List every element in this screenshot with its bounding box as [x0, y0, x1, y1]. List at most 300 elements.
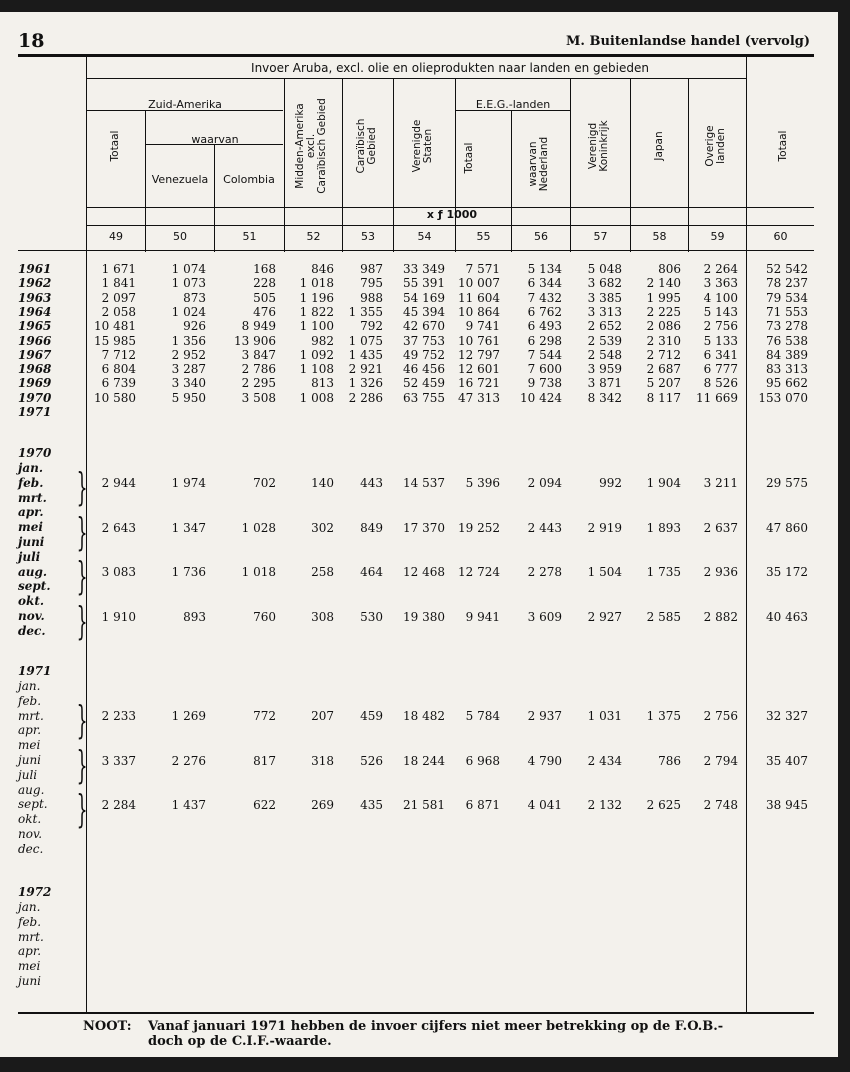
quarter-cell-1970: 2 936 [703, 565, 738, 580]
annual-cell: 7 432 [527, 290, 562, 305]
quarter-cell-1970: 2 585 [646, 609, 681, 624]
annual-cell: 792 [360, 319, 383, 334]
annual-cell: 33 349 [403, 262, 445, 276]
month-1970-10: nov. [18, 609, 45, 623]
column-number-58: 58 [652, 230, 667, 243]
quarter-cell-1971: 817 [253, 753, 276, 768]
quarter-brace-1970: } [76, 465, 88, 509]
verenigde-staten-heading: Verenigde Staten [411, 119, 434, 173]
quarter-cell-1970: 12 468 [403, 565, 445, 580]
annual-cell: 11 604 [458, 290, 500, 305]
quarter-cell-1970: 3 083 [101, 565, 136, 580]
colombia-heading: Colombia [223, 173, 275, 186]
quarter-cell-1970: 464 [360, 565, 383, 580]
block-1972-year: 1972 [18, 885, 52, 899]
year-label-1971: 1971 [18, 405, 52, 419]
annual-cell: 10 424 [520, 390, 562, 405]
annual-cell: 15 985 [94, 333, 136, 348]
month-1972-0: jan. [18, 900, 41, 914]
annual-cell: 12 797 [458, 347, 500, 362]
annual-cell: 3 340 [171, 376, 206, 391]
quarter-cell-1970: 1 347 [171, 520, 206, 535]
quarter-brace-1971: } [76, 742, 88, 787]
quarter-cell-1971: 18 482 [403, 709, 445, 723]
annual-cell: 78 237 [766, 276, 808, 291]
col-rule-56 [570, 78, 571, 252]
annual-cell: 806 [658, 262, 681, 276]
month-1971-10: nov. [18, 827, 43, 841]
annual-cell: 45 394 [403, 304, 445, 319]
annual-cell: 1 024 [171, 304, 206, 319]
month-1970-5: juni [18, 535, 45, 549]
quarter-cell-1971: 786 [658, 753, 681, 768]
annual-cell: 3 363 [703, 276, 738, 291]
column-number-52: 52 [306, 230, 321, 243]
annual-cell: 3 385 [587, 290, 622, 305]
eeg-totaal-heading: Totaal [463, 142, 475, 174]
page-number: 18 [18, 30, 45, 52]
year-label-1962: 1962 [18, 276, 52, 291]
header-rule-6 [87, 225, 814, 226]
quarter-cell-1970: 17 370 [403, 520, 445, 535]
month-1970-1: feb. [18, 475, 44, 490]
quarter-cell-1970: 35 172 [766, 565, 808, 580]
quarter-cell-1971: 35 407 [766, 753, 808, 768]
annual-cell: 168 [253, 262, 276, 276]
annual-cell: 3 287 [171, 362, 206, 377]
annual-cell: 10 580 [94, 390, 136, 405]
quarter-cell-1970: 443 [360, 476, 383, 490]
quarter-cell-1970: 2 094 [527, 476, 562, 490]
quarter-cell-1971: 435 [360, 798, 383, 813]
quarter-cell-1971: 2 756 [703, 709, 738, 723]
annual-cell: 873 [183, 290, 206, 305]
annual-cell: 2 756 [703, 319, 738, 334]
annual-cell: 2 225 [646, 304, 681, 319]
annual-cell: 1 092 [299, 347, 334, 362]
annual-cell: 49 752 [403, 347, 445, 362]
unit-label: x ƒ 1000 [426, 208, 478, 221]
verenigd-koninkrijk-heading: Verenigd Koninkrijk [587, 120, 610, 172]
annual-cell: 1 108 [299, 362, 334, 377]
annual-cell: 2 548 [587, 347, 622, 362]
annual-cell: 3 682 [587, 276, 622, 291]
quarter-cell-1971: 2 284 [101, 798, 136, 813]
annual-cell: 83 313 [766, 362, 808, 377]
quarter-cell-1971: 207 [311, 709, 334, 723]
quarter-cell-1970: 1 028 [241, 520, 276, 535]
annual-cell: 9 738 [527, 376, 562, 391]
annual-cell: 54 169 [403, 290, 445, 305]
annual-cell: 73 278 [766, 319, 808, 334]
annual-cell: 6 341 [703, 347, 738, 362]
quarter-brace-1970: } [76, 509, 88, 554]
month-1971-5: juni [18, 753, 42, 767]
annual-cell: 1 075 [348, 333, 383, 348]
annual-cell: 3 313 [587, 304, 622, 319]
month-1971-8: sept. [18, 797, 48, 812]
quarter-cell-1971: 4 790 [527, 753, 562, 768]
header-rule-7 [18, 250, 814, 251]
month-1972-2: mrt. [18, 929, 44, 944]
annual-cell: 2 286 [348, 390, 383, 405]
quarter-cell-1971: 6 968 [465, 753, 500, 768]
annual-cell: 10 481 [94, 319, 136, 334]
quarter-cell-1971: 772 [253, 709, 276, 723]
eeg-heading: E.E.G.-landen [475, 98, 551, 111]
annual-cell: 2 786 [241, 362, 276, 377]
month-1970-4: mei [18, 520, 43, 535]
month-1971-9: okt. [18, 812, 42, 827]
quarter-brace-1971: } [76, 787, 88, 832]
block-1971-year: 1971 [18, 664, 52, 678]
annual-cell: 5 134 [527, 262, 562, 276]
quarter-cell-1970: 992 [599, 476, 622, 490]
quarter-cell-1970: 5 396 [465, 476, 500, 490]
annual-cell: 2 652 [587, 319, 622, 334]
annual-cell: 12 601 [458, 362, 500, 377]
annual-cell: 982 [311, 333, 334, 348]
annual-cell: 6 777 [703, 362, 738, 377]
annual-cell: 2 921 [348, 362, 383, 377]
annual-cell: 2 140 [646, 276, 681, 291]
column-number-50: 50 [173, 230, 187, 243]
annual-cell: 1 995 [646, 290, 681, 305]
month-1970-3: apr. [18, 505, 44, 520]
annual-cell: 1 355 [348, 304, 383, 319]
annual-cell: 52 459 [403, 376, 445, 391]
annual-cell: 987 [360, 262, 383, 276]
column-number-54: 54 [417, 230, 432, 243]
annual-cell: 79 534 [766, 290, 808, 305]
column-number-56: 56 [534, 230, 548, 243]
waarvan-heading: waarvan [191, 133, 239, 146]
quarter-cell-1970: 258 [311, 565, 334, 580]
quarter-cell-1971: 3 337 [101, 753, 136, 768]
annual-cell: 71 553 [766, 304, 808, 319]
col-rule-51 [284, 78, 285, 252]
venezuela-heading: Venezuela [151, 173, 209, 186]
annual-cell: 13 906 [234, 333, 276, 348]
top-rule [18, 54, 814, 57]
month-1971-1: feb. [18, 693, 42, 708]
waarvan-nederland-heading: waarvan Nederland [527, 136, 550, 192]
annual-cell: 10 864 [458, 304, 500, 319]
year-label-1968: 1968 [18, 362, 52, 377]
quarter-cell-1970: 2 278 [527, 565, 562, 580]
month-1971-11: dec. [18, 841, 44, 856]
annual-cell: 37 753 [403, 333, 445, 348]
month-1970-7: aug. [18, 564, 48, 579]
caraibisch-heading: Caraïbisch Gebied [355, 118, 378, 174]
column-number-53: 53 [361, 230, 375, 243]
annual-cell: 846 [311, 262, 334, 276]
annual-cell: 5 048 [587, 262, 622, 276]
quarter-cell-1971: 2 233 [101, 709, 136, 723]
quarter-cell-1971: 1 437 [171, 798, 206, 813]
quarter-cell-1971: 2 434 [587, 753, 622, 768]
quarter-cell-1970: 893 [183, 609, 206, 624]
column-number-55: 55 [476, 230, 491, 243]
annual-cell: 1 822 [299, 304, 334, 319]
totaal-zuid-heading: Totaal [109, 130, 121, 162]
annual-cell: 55 391 [403, 276, 445, 291]
quarter-cell-1971: 5 784 [465, 709, 500, 723]
quarter-cell-1971: 6 871 [465, 798, 500, 813]
annual-cell: 1 073 [171, 276, 206, 291]
month-1970-8: sept. [18, 579, 51, 594]
annual-cell: 1 435 [348, 347, 383, 362]
annual-cell: 6 344 [527, 276, 562, 291]
annual-cell: 8 342 [587, 390, 622, 405]
quarter-cell-1971: 1 375 [646, 709, 681, 723]
year-label-1967: 1967 [18, 347, 52, 362]
quarter-cell-1970: 47 860 [766, 520, 808, 535]
quarter-cell-1970: 14 537 [403, 476, 445, 490]
quarter-cell-1971: 1 269 [171, 709, 206, 723]
quarter-cell-1971: 622 [253, 798, 276, 813]
quarter-brace-1971: } [76, 698, 88, 742]
overige-landen-heading: Overige landen [704, 125, 727, 167]
month-1971-4: mei [18, 738, 41, 753]
annual-cell: 6 739 [101, 376, 136, 391]
annual-cell: 1 074 [171, 262, 206, 276]
annual-cell: 2 086 [646, 319, 681, 334]
annual-cell: 7 600 [527, 362, 562, 377]
annual-cell: 5 133 [703, 333, 738, 348]
month-1971-3: apr. [18, 723, 42, 738]
quarter-cell-1970: 1 974 [171, 476, 206, 490]
annual-cell: 6 804 [101, 362, 136, 377]
annual-cell: 3 508 [241, 390, 276, 405]
quarter-cell-1970: 2 944 [101, 476, 136, 490]
quarter-cell-1971: 2 748 [703, 798, 738, 813]
annual-cell: 476 [253, 304, 276, 319]
quarter-cell-1970: 702 [253, 476, 276, 490]
annual-cell: 2 310 [646, 333, 681, 348]
quarter-cell-1970: 2 643 [101, 520, 136, 535]
annual-cell: 10 007 [458, 276, 500, 291]
month-1972-1: feb. [18, 914, 42, 929]
annual-cell: 5 950 [171, 390, 206, 405]
quarter-cell-1970: 3 211 [703, 476, 738, 490]
annual-cell: 988 [360, 290, 383, 305]
annual-cell: 1 100 [299, 319, 334, 334]
quarter-cell-1970: 308 [311, 609, 334, 624]
annual-cell: 8 526 [703, 376, 738, 391]
note-text: Vanaf januari 1971 hebben de invoer cijfers niet meer betrekking op de F.O.B.-doch op de C.I.F.-waarde. [148, 1019, 724, 1049]
month-1972-3: apr. [18, 944, 42, 959]
annual-cell: 1 326 [348, 376, 383, 391]
quarter-cell-1970: 29 575 [766, 476, 808, 490]
annual-cell: 228 [253, 276, 276, 291]
quarter-cell-1971: 2 276 [171, 753, 206, 768]
totaal-all-heading: Totaal [777, 130, 789, 162]
month-1970-0: jan. [18, 461, 44, 475]
quarter-cell-1970: 19 252 [458, 520, 500, 535]
annual-cell: 2 264 [703, 262, 738, 276]
annual-cell: 3 959 [587, 362, 622, 377]
annual-cell: 3 847 [241, 347, 276, 362]
annual-cell: 926 [183, 319, 206, 334]
zuid-amerika-heading: Zuid-Amerika [148, 98, 222, 111]
quarter-cell-1970: 3 609 [527, 609, 562, 624]
annual-cell: 8 117 [646, 390, 681, 405]
header-rule-1 [87, 78, 747, 79]
annual-cell: 795 [360, 276, 383, 291]
annual-cell: 7 571 [465, 262, 500, 276]
annual-cell: 47 313 [458, 390, 500, 405]
column-number-49: 49 [109, 230, 123, 243]
quarter-cell-1971: 32 327 [766, 709, 808, 723]
quarter-cell-1970: 2 443 [527, 520, 562, 535]
annual-cell: 7 712 [101, 347, 136, 362]
quarter-cell-1970: 1 893 [646, 520, 681, 535]
month-1970-9: okt. [18, 594, 45, 609]
quarter-cell-1970: 302 [311, 520, 334, 535]
annual-cell: 2 058 [101, 304, 136, 319]
quarter-cell-1971: 459 [360, 709, 383, 723]
year-label-1970: 1970 [18, 390, 52, 405]
quarter-cell-1970: 2 637 [703, 520, 738, 535]
year-label-1964: 1964 [18, 304, 52, 319]
running-head: M. Buitenlandse handel (vervolg) [566, 34, 810, 49]
annual-cell: 76 538 [766, 333, 808, 348]
quarter-brace-1970: } [76, 598, 88, 643]
col-rule-57 [630, 78, 631, 252]
quarter-cell-1970: 1 735 [646, 565, 681, 580]
annual-cell: 1 196 [299, 290, 334, 305]
quarter-cell-1970: 1 504 [587, 565, 622, 580]
quarter-cell-1970: 530 [360, 609, 383, 624]
quarter-cell-1970: 9 941 [465, 609, 500, 624]
annual-cell: 153 070 [758, 390, 808, 405]
month-1971-0: jan. [18, 679, 41, 693]
annual-cell: 95 662 [766, 376, 808, 391]
year-label-1966: 1966 [18, 333, 52, 348]
annual-cell: 63 755 [403, 390, 445, 405]
quarter-cell-1970: 2 927 [587, 609, 622, 624]
annual-cell: 2 687 [646, 362, 681, 377]
quarter-brace-1970: } [76, 554, 88, 599]
column-number-59: 59 [710, 230, 725, 243]
annual-cell: 505 [253, 290, 276, 305]
quarter-cell-1971: 4 041 [527, 798, 562, 813]
quarter-cell-1970: 12 724 [458, 565, 500, 580]
annual-cell: 3 871 [587, 376, 622, 391]
annual-cell: 2 712 [646, 347, 681, 362]
annual-cell: 1 008 [299, 390, 334, 405]
main-title: Invoer Aruba, excl. olie en olieprodukten naar landen en gebieden [251, 61, 649, 75]
month-1971-2: mrt. [18, 708, 44, 723]
japan-heading: Japan [653, 131, 665, 161]
quarter-cell-1970: 140 [311, 476, 334, 490]
annual-cell: 8 949 [241, 319, 276, 334]
month-1972-4: mei [18, 959, 41, 974]
month-1972-5: juni [18, 974, 42, 988]
col-rule-53 [393, 78, 394, 252]
month-1970-2: mrt. [18, 490, 47, 505]
note-label: NOOT: [83, 1019, 132, 1034]
quarter-cell-1971: 2 937 [527, 709, 562, 723]
annual-cell: 4 100 [703, 290, 738, 305]
quarter-cell-1970: 760 [253, 609, 276, 624]
annual-cell: 6 493 [527, 319, 562, 334]
annual-cell: 2 295 [241, 376, 276, 391]
annual-cell: 6 762 [527, 304, 562, 319]
annual-cell: 2 097 [101, 290, 136, 305]
annual-cell: 10 761 [458, 333, 500, 348]
annual-cell: 2 952 [171, 347, 206, 362]
quarter-cell-1970: 1 904 [646, 476, 681, 490]
year-label-1965: 1965 [18, 319, 52, 334]
annual-cell: 813 [311, 376, 334, 391]
month-1970-6: juli [18, 549, 41, 564]
block-1970-year: 1970 [18, 446, 52, 460]
quarter-cell-1971: 1 031 [587, 709, 622, 723]
annual-cell: 1 841 [101, 276, 136, 291]
quarter-cell-1970: 19 380 [403, 609, 445, 624]
annual-cell: 52 542 [766, 262, 808, 276]
quarter-cell-1971: 2 132 [587, 798, 622, 813]
year-label-1963: 1963 [18, 290, 52, 305]
quarter-cell-1970: 1 910 [101, 609, 136, 624]
col-rule-58 [688, 78, 689, 252]
annual-cell: 46 456 [403, 362, 445, 377]
quarter-cell-1971: 2 794 [703, 753, 738, 768]
annual-cell: 84 389 [766, 347, 808, 362]
quarter-cell-1971: 318 [311, 753, 334, 768]
month-1971-6: juli [18, 767, 38, 782]
annual-cell: 1 018 [299, 276, 334, 291]
column-number-51: 51 [242, 230, 257, 243]
midden-amerika-heading: Midden-Amerika excl. Caraïbisch Gebied [294, 98, 328, 194]
quarter-cell-1971: 269 [311, 798, 334, 813]
year-label-1969: 1969 [18, 376, 52, 391]
bottom-rule [18, 1012, 814, 1014]
column-number-57: 57 [593, 230, 608, 243]
annual-cell: 11 669 [696, 390, 738, 405]
annual-cell: 7 544 [527, 347, 562, 362]
column-number-60: 60 [773, 230, 788, 243]
year-label-1961: 1961 [18, 262, 52, 276]
annual-cell: 42 670 [403, 319, 445, 334]
annual-cell: 1 356 [171, 333, 206, 348]
quarter-cell-1970: 849 [360, 520, 383, 535]
quarter-cell-1971: 526 [360, 753, 383, 768]
annual-cell: 16 721 [458, 376, 500, 391]
annual-cell: 2 539 [587, 333, 622, 348]
quarter-cell-1970: 1 736 [171, 565, 206, 580]
annual-cell: 1 671 [101, 262, 136, 276]
annual-cell: 5 143 [703, 304, 738, 319]
quarter-cell-1971: 38 945 [766, 798, 808, 813]
col-rule-52 [342, 78, 343, 252]
quarter-cell-1970: 40 463 [766, 609, 808, 624]
annual-cell: 9 741 [465, 319, 500, 334]
quarter-cell-1971: 21 581 [403, 798, 445, 813]
quarter-cell-1971: 18 244 [403, 753, 445, 768]
quarter-cell-1970: 2 882 [703, 609, 738, 624]
month-1971-7: aug. [18, 782, 45, 797]
month-1970-11: dec. [18, 623, 46, 638]
annual-cell: 6 298 [527, 333, 562, 348]
page [0, 12, 838, 1057]
quarter-cell-1970: 1 018 [241, 565, 276, 580]
quarter-cell-1970: 2 919 [587, 520, 622, 535]
quarter-cell-1971: 2 625 [646, 798, 681, 813]
annual-cell: 5 207 [646, 376, 681, 391]
